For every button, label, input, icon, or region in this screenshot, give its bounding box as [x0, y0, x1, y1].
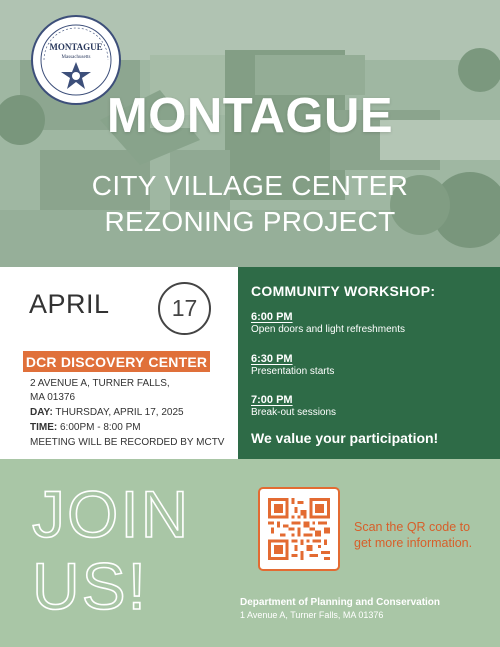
join-us-heading-line1: JOIN [32, 477, 191, 551]
hero-title: MONTAGUE [106, 89, 394, 143]
schedule-description: Open doors and light refreshments [251, 324, 405, 335]
qr-code-icon [268, 497, 330, 561]
day-value: THURSDAY, APRIL 17, 2025 [52, 407, 184, 418]
participation-tagline: We value your participation! [251, 430, 439, 446]
event-day-line [30, 406, 184, 419]
recording-note: MEETING WILL BE RECORDED BY MCTV [30, 437, 225, 448]
hero-subtitle-line1: CITY VILLAGE CENTER [91, 170, 409, 201]
join-us-heading-line2: US! [32, 549, 149, 623]
event-time-line [30, 421, 141, 434]
time-value: 6:00PM - 8:00 PM [57, 422, 141, 433]
hero-subtitle-line2: REZONING PROJECT [104, 206, 396, 237]
event-day-circle [158, 282, 211, 335]
hero-banner [0, 0, 500, 267]
time-label: TIME: [30, 422, 58, 433]
schedule-time: 6:30 PM [251, 353, 293, 365]
event-month: APRIL [29, 289, 110, 319]
address-line2: MA 01376 [30, 392, 76, 403]
department-name: Department of Planning and Conservation [240, 597, 441, 608]
workshop-panel [238, 267, 500, 459]
schedule-time: 7:00 PM [251, 394, 293, 406]
event-details-panel [0, 267, 238, 459]
schedule-description: Presentation starts [251, 366, 335, 377]
svg-text:Massachusetts: Massachusetts [61, 55, 91, 60]
qr-code[interactable] [258, 487, 340, 571]
svg-text:MONTAGUE: MONTAGUE [49, 42, 103, 52]
event-day-number: 17 [171, 295, 198, 321]
day-label: DAY: [30, 407, 53, 418]
department-address: 1 Avenue A, Turner Falls, MA 01376 [240, 610, 384, 620]
workshop-heading: COMMUNITY WORKSHOP: [251, 283, 436, 299]
address-line1: 2 AVENUE A, TURNER FALLS, [30, 378, 170, 389]
venue-badge: DCR DISCOVERY CENTER [23, 351, 210, 372]
qr-instruction-text: Scan the QR code to get more information. [354, 520, 473, 550]
join-us-footer [0, 459, 500, 647]
schedule-description: Break-out sessions [251, 407, 337, 418]
schedule-time: 6:00 PM [251, 311, 293, 323]
